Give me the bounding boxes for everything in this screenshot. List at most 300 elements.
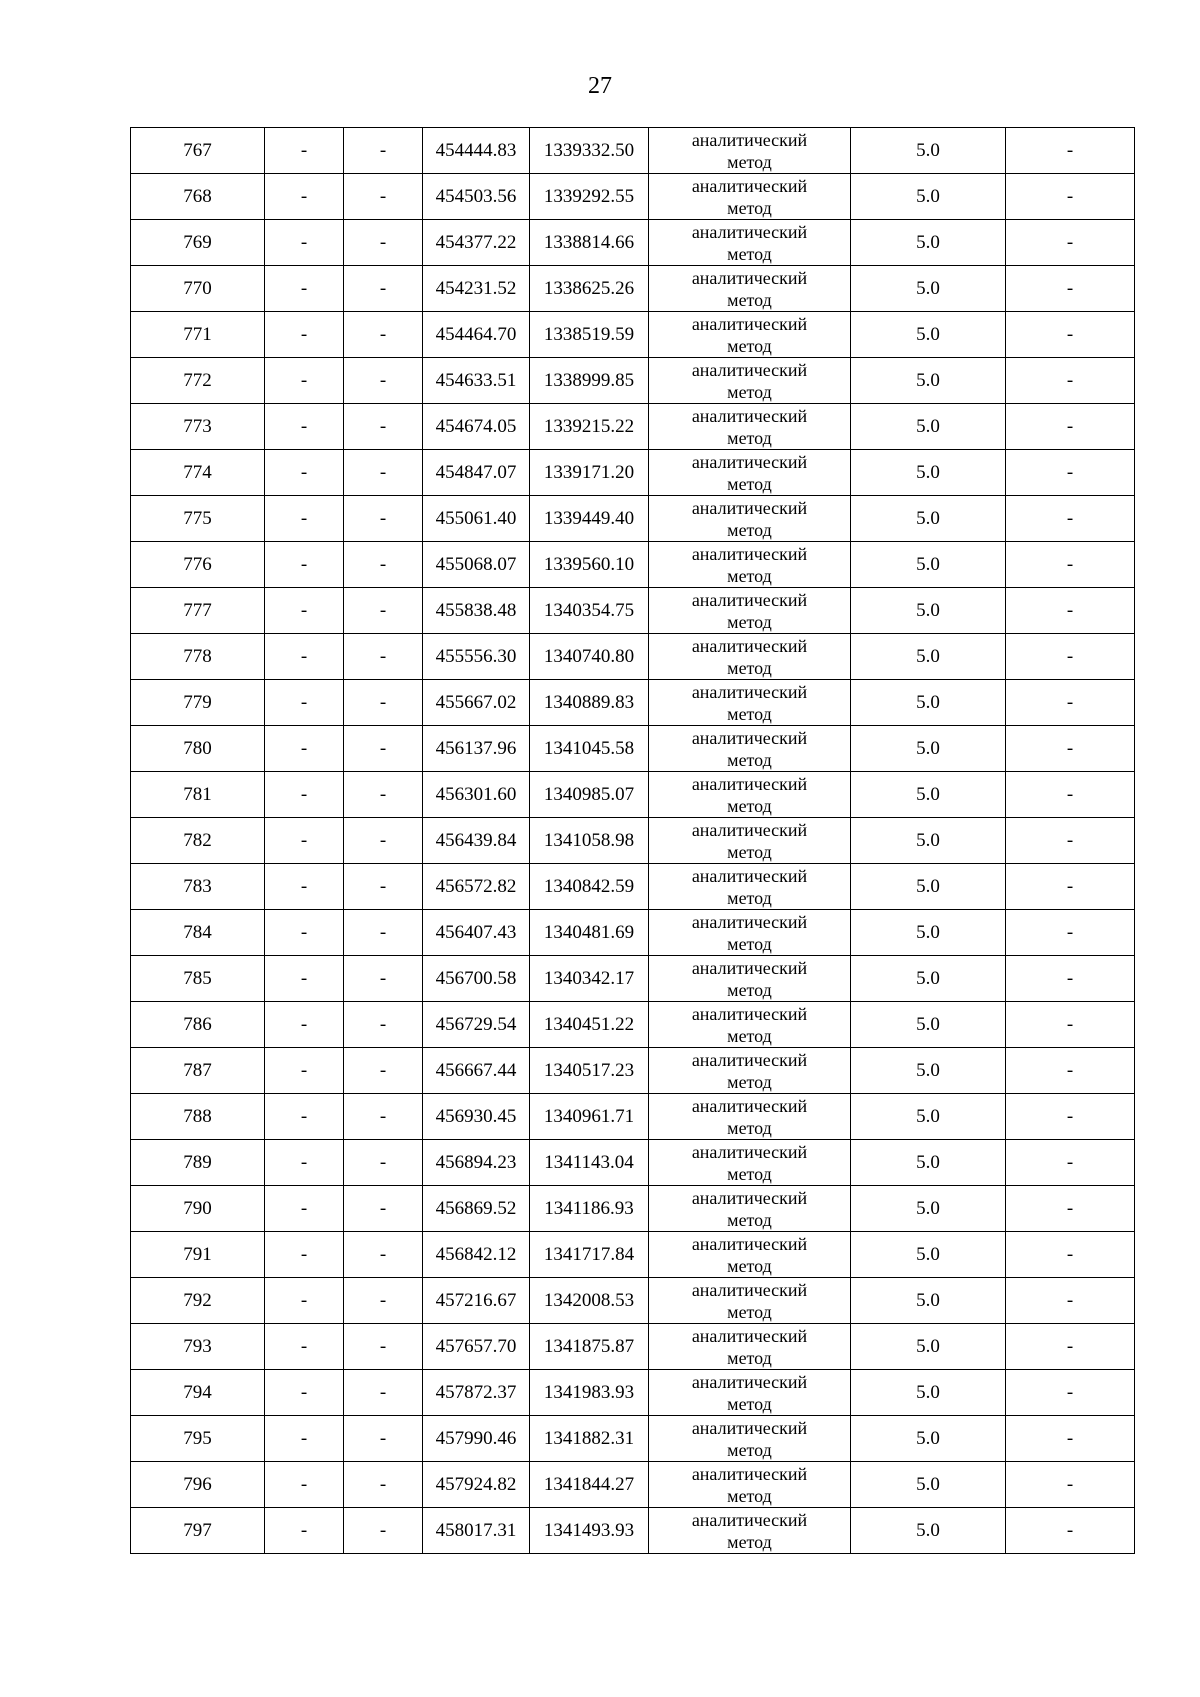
dash-cell: -	[265, 726, 344, 772]
accuracy-cell: 5.0	[851, 266, 1006, 312]
dash-cell: -	[265, 634, 344, 680]
x-coordinate-cell: 454444.83	[423, 128, 530, 174]
y-coordinate-cell: 1341045.58	[530, 726, 649, 772]
x-coordinate-cell: 457216.67	[423, 1278, 530, 1324]
point-number-cell: 792	[131, 1278, 265, 1324]
y-coordinate-cell: 1339171.20	[530, 450, 649, 496]
method-cell	[649, 496, 851, 542]
dash-cell: -	[1006, 1508, 1135, 1554]
table-row	[131, 1186, 1135, 1232]
table-row	[131, 1232, 1135, 1278]
dash-cell: -	[265, 220, 344, 266]
method-cell	[649, 358, 851, 404]
accuracy-cell: 5.0	[851, 772, 1006, 818]
accuracy-cell: 5.0	[851, 542, 1006, 588]
method-line-2: метод	[727, 657, 772, 678]
x-coordinate-cell: 456930.45	[423, 1094, 530, 1140]
method-line-1: аналитический	[691, 359, 808, 380]
method-line-1: аналитический	[691, 1049, 808, 1070]
dash-cell: -	[265, 542, 344, 588]
dash-cell: -	[344, 726, 423, 772]
y-coordinate-cell: 1339332.50	[530, 128, 649, 174]
method-line-2: метод	[727, 197, 772, 218]
table-row	[131, 1324, 1135, 1370]
method-line-2: метод	[727, 1301, 772, 1322]
method-cell	[649, 1094, 851, 1140]
table-row	[131, 496, 1135, 542]
dash-cell: -	[265, 1416, 344, 1462]
dash-cell: -	[1006, 772, 1135, 818]
table-row	[131, 864, 1135, 910]
dash-cell: -	[1006, 1370, 1135, 1416]
dash-cell: -	[344, 450, 423, 496]
point-number-cell: 789	[131, 1140, 265, 1186]
method-line-1: аналитический	[691, 1325, 808, 1346]
method-line-1: аналитический	[691, 1003, 808, 1024]
dash-cell: -	[1006, 910, 1135, 956]
method-line-2: метод	[727, 1485, 772, 1506]
point-number-cell: 797	[131, 1508, 265, 1554]
accuracy-cell: 5.0	[851, 1508, 1006, 1554]
dash-cell: -	[265, 1186, 344, 1232]
accuracy-cell: 5.0	[851, 818, 1006, 864]
x-coordinate-cell: 456869.52	[423, 1186, 530, 1232]
dash-cell: -	[1006, 404, 1135, 450]
dash-cell: -	[344, 1416, 423, 1462]
dash-cell: -	[1006, 220, 1135, 266]
accuracy-cell: 5.0	[851, 1462, 1006, 1508]
table-row	[131, 680, 1135, 726]
y-coordinate-cell: 1338625.26	[530, 266, 649, 312]
dash-cell: -	[344, 358, 423, 404]
table-row	[131, 1416, 1135, 1462]
point-number-cell: 772	[131, 358, 265, 404]
x-coordinate-cell: 456894.23	[423, 1140, 530, 1186]
y-coordinate-cell: 1341058.98	[530, 818, 649, 864]
x-coordinate-cell: 457924.82	[423, 1462, 530, 1508]
y-coordinate-cell: 1341143.04	[530, 1140, 649, 1186]
method-line-2: метод	[727, 289, 772, 310]
method-line-1: аналитический	[691, 819, 808, 840]
method-cell	[649, 1002, 851, 1048]
dash-cell: -	[344, 404, 423, 450]
method-line-1: аналитический	[691, 589, 808, 610]
method-line-2: метод	[727, 565, 772, 586]
method-line-2: метод	[727, 335, 772, 356]
method-line-1: аналитический	[691, 911, 808, 932]
x-coordinate-cell: 455068.07	[423, 542, 530, 588]
dash-cell: -	[265, 312, 344, 358]
dash-cell: -	[344, 1094, 423, 1140]
accuracy-cell: 5.0	[851, 220, 1006, 266]
dash-cell: -	[1006, 726, 1135, 772]
accuracy-cell: 5.0	[851, 1232, 1006, 1278]
method-cell	[649, 726, 851, 772]
x-coordinate-cell: 456439.84	[423, 818, 530, 864]
method-line-2: метод	[727, 1025, 772, 1046]
method-cell	[649, 910, 851, 956]
method-line-2: метод	[727, 795, 772, 816]
dash-cell: -	[344, 1324, 423, 1370]
dash-cell: -	[265, 1094, 344, 1140]
point-number-cell: 777	[131, 588, 265, 634]
accuracy-cell: 5.0	[851, 312, 1006, 358]
method-cell	[649, 1232, 851, 1278]
x-coordinate-cell: 454231.52	[423, 266, 530, 312]
x-coordinate-cell: 457872.37	[423, 1370, 530, 1416]
method-cell	[649, 1370, 851, 1416]
method-line-2: метод	[727, 1393, 772, 1414]
accuracy-cell: 5.0	[851, 726, 1006, 772]
point-number-cell: 781	[131, 772, 265, 818]
dash-cell: -	[265, 1002, 344, 1048]
dash-cell: -	[1006, 818, 1135, 864]
method-line-1: аналитический	[691, 957, 808, 978]
method-line-2: метод	[727, 473, 772, 494]
accuracy-cell: 5.0	[851, 1278, 1006, 1324]
dash-cell: -	[265, 864, 344, 910]
dash-cell: -	[265, 128, 344, 174]
y-coordinate-cell: 1338519.59	[530, 312, 649, 358]
dash-cell: -	[265, 1462, 344, 1508]
table-row	[131, 1140, 1135, 1186]
dash-cell: -	[344, 1048, 423, 1094]
method-line-2: метод	[727, 703, 772, 724]
x-coordinate-cell: 454847.07	[423, 450, 530, 496]
y-coordinate-cell: 1339292.55	[530, 174, 649, 220]
dash-cell: -	[344, 266, 423, 312]
method-line-1: аналитический	[691, 129, 808, 150]
x-coordinate-cell: 457990.46	[423, 1416, 530, 1462]
table-row	[131, 266, 1135, 312]
method-cell	[649, 634, 851, 680]
dash-cell: -	[1006, 956, 1135, 1002]
method-cell	[649, 542, 851, 588]
accuracy-cell: 5.0	[851, 956, 1006, 1002]
accuracy-cell: 5.0	[851, 496, 1006, 542]
accuracy-cell: 5.0	[851, 1140, 1006, 1186]
dash-cell: -	[265, 1232, 344, 1278]
method-cell	[649, 220, 851, 266]
point-number-cell: 780	[131, 726, 265, 772]
method-line-2: метод	[727, 1347, 772, 1368]
y-coordinate-cell: 1338814.66	[530, 220, 649, 266]
accuracy-cell: 5.0	[851, 634, 1006, 680]
dash-cell: -	[344, 818, 423, 864]
method-line-1: аналитический	[691, 1279, 808, 1300]
dash-cell: -	[344, 1232, 423, 1278]
method-cell	[649, 864, 851, 910]
table-row	[131, 1370, 1135, 1416]
point-number-cell: 773	[131, 404, 265, 450]
method-line-1: аналитический	[691, 1141, 808, 1162]
y-coordinate-cell: 1340342.17	[530, 956, 649, 1002]
method-line-1: аналитический	[691, 1095, 808, 1116]
dash-cell: -	[1006, 1278, 1135, 1324]
point-number-cell: 771	[131, 312, 265, 358]
table-row	[131, 450, 1135, 496]
method-cell	[649, 174, 851, 220]
accuracy-cell: 5.0	[851, 1370, 1006, 1416]
method-line-2: метод	[727, 381, 772, 402]
method-line-2: метод	[727, 887, 772, 908]
x-coordinate-cell: 456842.12	[423, 1232, 530, 1278]
accuracy-cell: 5.0	[851, 174, 1006, 220]
point-number-cell: 783	[131, 864, 265, 910]
dash-cell: -	[1006, 312, 1135, 358]
accuracy-cell: 5.0	[851, 588, 1006, 634]
method-line-2: метод	[727, 1531, 772, 1552]
dash-cell: -	[265, 910, 344, 956]
accuracy-cell: 5.0	[851, 1048, 1006, 1094]
dash-cell: -	[344, 312, 423, 358]
dash-cell: -	[1006, 128, 1135, 174]
x-coordinate-cell: 456667.44	[423, 1048, 530, 1094]
table-body	[131, 128, 1135, 1554]
method-line-1: аналитический	[691, 1233, 808, 1254]
method-line-2: метод	[727, 1209, 772, 1230]
x-coordinate-cell: 455061.40	[423, 496, 530, 542]
dash-cell: -	[265, 358, 344, 404]
y-coordinate-cell: 1340985.07	[530, 772, 649, 818]
y-coordinate-cell: 1340517.23	[530, 1048, 649, 1094]
dash-cell: -	[344, 910, 423, 956]
y-coordinate-cell: 1340481.69	[530, 910, 649, 956]
dash-cell: -	[265, 680, 344, 726]
method-line-1: аналитический	[691, 727, 808, 748]
method-cell	[649, 818, 851, 864]
y-coordinate-cell: 1340740.80	[530, 634, 649, 680]
coordinates-table	[130, 127, 1135, 1554]
x-coordinate-cell: 455838.48	[423, 588, 530, 634]
point-number-cell: 788	[131, 1094, 265, 1140]
method-cell	[649, 266, 851, 312]
table-row	[131, 818, 1135, 864]
dash-cell: -	[1006, 174, 1135, 220]
method-cell	[649, 1278, 851, 1324]
method-line-1: аналитический	[691, 1509, 808, 1530]
method-cell	[649, 1508, 851, 1554]
method-cell	[649, 772, 851, 818]
point-number-cell: 778	[131, 634, 265, 680]
dash-cell: -	[265, 956, 344, 1002]
x-coordinate-cell: 454503.56	[423, 174, 530, 220]
point-number-cell: 770	[131, 266, 265, 312]
method-line-2: метод	[727, 243, 772, 264]
method-line-1: аналитический	[691, 313, 808, 334]
page-number: 27	[588, 73, 612, 99]
method-line-1: аналитический	[691, 497, 808, 518]
x-coordinate-cell: 455667.02	[423, 680, 530, 726]
dash-cell: -	[1006, 542, 1135, 588]
y-coordinate-cell: 1341186.93	[530, 1186, 649, 1232]
dash-cell: -	[1006, 680, 1135, 726]
y-coordinate-cell: 1342008.53	[530, 1278, 649, 1324]
table-row	[131, 404, 1135, 450]
dash-cell: -	[265, 1140, 344, 1186]
table-row	[131, 312, 1135, 358]
x-coordinate-cell: 454633.51	[423, 358, 530, 404]
dash-cell: -	[265, 496, 344, 542]
x-coordinate-cell: 454464.70	[423, 312, 530, 358]
y-coordinate-cell: 1341717.84	[530, 1232, 649, 1278]
dash-cell: -	[265, 450, 344, 496]
dash-cell: -	[1006, 634, 1135, 680]
method-line-2: метод	[727, 1255, 772, 1276]
table-row	[131, 1508, 1135, 1554]
point-number-cell: 774	[131, 450, 265, 496]
dash-cell: -	[1006, 1232, 1135, 1278]
y-coordinate-cell: 1339449.40	[530, 496, 649, 542]
dash-cell: -	[1006, 1186, 1135, 1232]
dash-cell: -	[1006, 358, 1135, 404]
x-coordinate-cell: 456301.60	[423, 772, 530, 818]
method-line-2: метод	[727, 427, 772, 448]
point-number-cell: 786	[131, 1002, 265, 1048]
dash-cell: -	[344, 634, 423, 680]
method-cell	[649, 956, 851, 1002]
dash-cell: -	[1006, 1002, 1135, 1048]
dash-cell: -	[265, 266, 344, 312]
point-number-cell: 784	[131, 910, 265, 956]
dash-cell: -	[1006, 496, 1135, 542]
dash-cell: -	[265, 588, 344, 634]
dash-cell: -	[1006, 450, 1135, 496]
table-row	[131, 1002, 1135, 1048]
x-coordinate-cell: 458017.31	[423, 1508, 530, 1554]
dash-cell: -	[344, 1278, 423, 1324]
dash-cell: -	[344, 588, 423, 634]
dash-cell: -	[265, 1508, 344, 1554]
method-line-2: метод	[727, 841, 772, 862]
dash-cell: -	[1006, 1140, 1135, 1186]
y-coordinate-cell: 1339215.22	[530, 404, 649, 450]
method-cell	[649, 312, 851, 358]
dash-cell: -	[265, 772, 344, 818]
method-line-2: метод	[727, 1071, 772, 1092]
dash-cell: -	[344, 128, 423, 174]
point-number-cell: 769	[131, 220, 265, 266]
point-number-cell: 768	[131, 174, 265, 220]
point-number-cell: 796	[131, 1462, 265, 1508]
x-coordinate-cell: 457657.70	[423, 1324, 530, 1370]
y-coordinate-cell: 1340889.83	[530, 680, 649, 726]
method-line-2: метод	[727, 1163, 772, 1184]
point-number-cell: 785	[131, 956, 265, 1002]
method-cell	[649, 1416, 851, 1462]
y-coordinate-cell: 1338999.85	[530, 358, 649, 404]
point-number-cell: 787	[131, 1048, 265, 1094]
table-row	[131, 128, 1135, 174]
dash-cell: -	[344, 542, 423, 588]
method-line-1: аналитический	[691, 1463, 808, 1484]
table-row	[131, 220, 1135, 266]
accuracy-cell: 5.0	[851, 1324, 1006, 1370]
dash-cell: -	[344, 496, 423, 542]
dash-cell: -	[344, 1186, 423, 1232]
method-line-1: аналитический	[691, 1417, 808, 1438]
method-line-1: аналитический	[691, 451, 808, 472]
accuracy-cell: 5.0	[851, 404, 1006, 450]
y-coordinate-cell: 1340451.22	[530, 1002, 649, 1048]
accuracy-cell: 5.0	[851, 358, 1006, 404]
accuracy-cell: 5.0	[851, 1002, 1006, 1048]
accuracy-cell: 5.0	[851, 864, 1006, 910]
dash-cell: -	[344, 174, 423, 220]
point-number-cell: 767	[131, 128, 265, 174]
x-coordinate-cell: 454377.22	[423, 220, 530, 266]
y-coordinate-cell: 1341882.31	[530, 1416, 649, 1462]
method-cell	[649, 1324, 851, 1370]
table-row	[131, 358, 1135, 404]
method-line-1: аналитический	[691, 175, 808, 196]
dash-cell: -	[265, 818, 344, 864]
dash-cell: -	[344, 864, 423, 910]
accuracy-cell: 5.0	[851, 450, 1006, 496]
y-coordinate-cell: 1341844.27	[530, 1462, 649, 1508]
method-line-2: метод	[727, 1439, 772, 1460]
method-cell	[649, 1140, 851, 1186]
y-coordinate-cell: 1339560.10	[530, 542, 649, 588]
dash-cell: -	[344, 1462, 423, 1508]
dash-cell: -	[265, 404, 344, 450]
method-line-1: аналитический	[691, 267, 808, 288]
table-row	[131, 956, 1135, 1002]
point-number-cell: 790	[131, 1186, 265, 1232]
method-line-1: аналитический	[691, 773, 808, 794]
dash-cell: -	[265, 174, 344, 220]
method-line-1: аналитический	[691, 865, 808, 886]
method-cell	[649, 128, 851, 174]
method-line-1: аналитический	[691, 405, 808, 426]
method-line-1: аналитический	[691, 1371, 808, 1392]
point-number-cell: 776	[131, 542, 265, 588]
method-line-1: аналитический	[691, 635, 808, 656]
dash-cell: -	[1006, 1094, 1135, 1140]
table-row	[131, 542, 1135, 588]
method-line-1: аналитический	[691, 221, 808, 242]
method-line-2: метод	[727, 151, 772, 172]
method-line-1: аналитический	[691, 681, 808, 702]
table-row	[131, 588, 1135, 634]
method-cell	[649, 404, 851, 450]
dash-cell: -	[344, 1140, 423, 1186]
method-line-2: метод	[727, 749, 772, 770]
point-number-cell: 791	[131, 1232, 265, 1278]
dash-cell: -	[344, 956, 423, 1002]
table-row	[131, 174, 1135, 220]
point-number-cell: 794	[131, 1370, 265, 1416]
table-row	[131, 634, 1135, 680]
dash-cell: -	[265, 1324, 344, 1370]
x-coordinate-cell: 454674.05	[423, 404, 530, 450]
dash-cell: -	[344, 772, 423, 818]
dash-cell: -	[1006, 266, 1135, 312]
method-cell	[649, 680, 851, 726]
point-number-cell: 782	[131, 818, 265, 864]
point-number-cell: 793	[131, 1324, 265, 1370]
accuracy-cell: 5.0	[851, 1186, 1006, 1232]
point-number-cell: 779	[131, 680, 265, 726]
accuracy-cell: 5.0	[851, 680, 1006, 726]
method-cell	[649, 1186, 851, 1232]
method-cell	[649, 1462, 851, 1508]
accuracy-cell: 5.0	[851, 1094, 1006, 1140]
method-line-2: метод	[727, 933, 772, 954]
x-coordinate-cell: 456700.58	[423, 956, 530, 1002]
x-coordinate-cell: 455556.30	[423, 634, 530, 680]
method-line-2: метод	[727, 519, 772, 540]
